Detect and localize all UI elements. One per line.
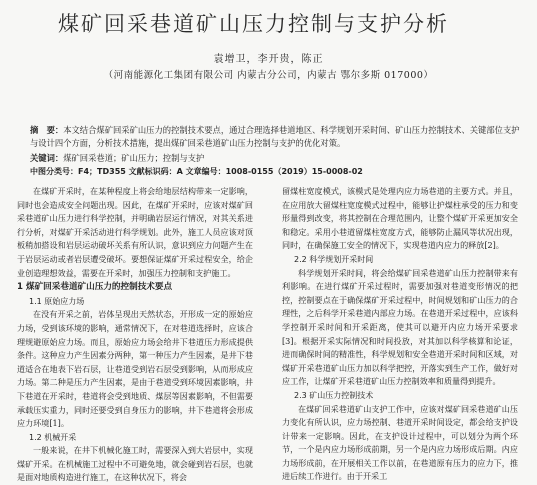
abstract-text: 本文结合煤矿回采矿山压力的控制技术要点，通过合理选择巷道地区、科学规划开采时间、矿山压力控制技术、关键部位支护与设计四个方面，分析技术措施，提出煤矿回采巷道矿山压力控制与支护的优化对策。 [30, 125, 520, 148]
body-paragraph: 科学规划开采时间，将会给煤矿回采巷道矿山压力控制带来有利影响。在进行煤矿开采过程时，需要加强对巷道变形情况的把控，控制要点在于确保煤矿开采过程中，时间规划和矿山压力的合理性，之后科学开采巷道内部应力场。在巷道开采过程中，应该科学控制开采时间和开采距离，使其可以避开内应力场开采要求[3]。根据开采实际情况和时间投放，对其加以科学核算和论证，进而确保时间的精准性，科学规划和安全巷道开采时间和区域，对煤矿开采巷道矿山压力加以科学把控，开落实到生产工作，做好对应工作，让煤矿开采巷道矿山压力控制效率和质量得到提升。 [282, 267, 518, 387]
keywords-text: 煤矿回采巷道；矿山压力；控制与支护 [63, 153, 205, 163]
affiliation: （河南能源化工集团有限公司 内蒙古分公司，内蒙古 鄂尔多斯 017000） [103, 70, 434, 81]
subsection-heading: 1.2 机械开采 [29, 432, 77, 442]
left-column [17, 185, 253, 485]
body-paragraph: 在煤矿开采时，在某种程度上将会给地层结构带来一定影响，同时也会造成安全问题出现。因此，在煤矿开采时，应该对煤矿回采巷道矿山压力进行科学控制，并明确岩层运行情况，对其关系进行分析，对煤矿开采活动进行科学规划。此外，施工人员应该对顶板稍加搭设和岩层运动破坏关系有所认识，意识到应力问题产生在于岩层运动或者岩层遭受破坏。要想保证煤矿开采过程安全，给企业创造理想效益，需要在开采时，加强压力控制和支护施工。 [17, 186, 253, 278]
abstract [30, 124, 520, 149]
abstract-label: 摘 要： [30, 125, 64, 135]
body-paragraph: 在没有开采之前，岩体呈现出天然状态，开形成一定的原始应力场，受到该环境的影响，通常情况下，在对巷道选择时，应该合理规避原始应力场。而且，原始应力场会给井下巷道压力形成提供条件。这种应力产生因素分两种，第一种压力产生因素，是井下巷道适合在地表下岩石层，让巷道受到岩石层受到影响，从而形成应力场。第二种是压力产生因素，是由于巷道受到环境因素影响，井下巷道在开采时，巷道将会受到地质、煤层等因素影响，不但需要承载压实重力，同时还要受到自身压力的影响，井下巷道将会形成应力环境[1]。 [17, 309, 253, 429]
authors: 袁增卫，李开贵，陈正 [213, 54, 324, 65]
right-column [282, 185, 518, 484]
classification-line [30, 166, 520, 177]
classification-text: 中图分类号：F4；TD355 文献标识码：A 文章编号：1008-0155（2019）15-0008-02 [30, 167, 363, 176]
paper-title: 煤矿回采巷道矿山压力控制与支护分析 [58, 12, 449, 36]
keywords-label: 关键词： [30, 153, 64, 163]
subsection-heading: 1.1 原始应力场 [29, 296, 85, 306]
body-paragraph: 一般来说，在井下机械化施工时，需要深入到大岩层中，实现煤矿开采。在机械施工过程中不可避免地，就会碰到岩石层，也就是面对地质构造进行施工，在这种状况下，将会 [17, 445, 253, 483]
body-paragraph: 在煤矿回采巷道矿山支护工作中，应该对煤矿回采巷道矿山压力变化有所认识，应力场控制、巷道开采时间设定，都会给支护设计带来一定影响。因此，在支护设计过程中，可以划分为两个环节，一个是内应力场形成前期，另一个是内应力场形成后期。内应力场形成前，在开展相关工作以前，在巷道原有压力的应力下，推进后续工作进行。由于开采工 [282, 403, 518, 482]
section-heading: 1 煤矿回采巷道矿山压力的控制技术要点 [17, 282, 173, 293]
body-paragraph: 留煤柱宽度模式，该模式是处理内应力场巷道的主要方式。并且，在应用放大留煤柱宽度模式过程中，能够让护煤柱承受的压力和变形量得到改变，将其控制在合理范围内，让整个煤矿开采更加安全和稳定。采用小巷道留煤柱宽度方式，能够防止漏风等状况出现，同时，在确保施工安全的情况下，实现巷道内应力的释放[2]。 [282, 186, 518, 251]
subsection-heading: 2.2 科学规划开采时间 [294, 254, 374, 264]
keywords [30, 152, 520, 164]
subsection-heading: 2.3 矿山压力控制技术 [294, 390, 374, 400]
